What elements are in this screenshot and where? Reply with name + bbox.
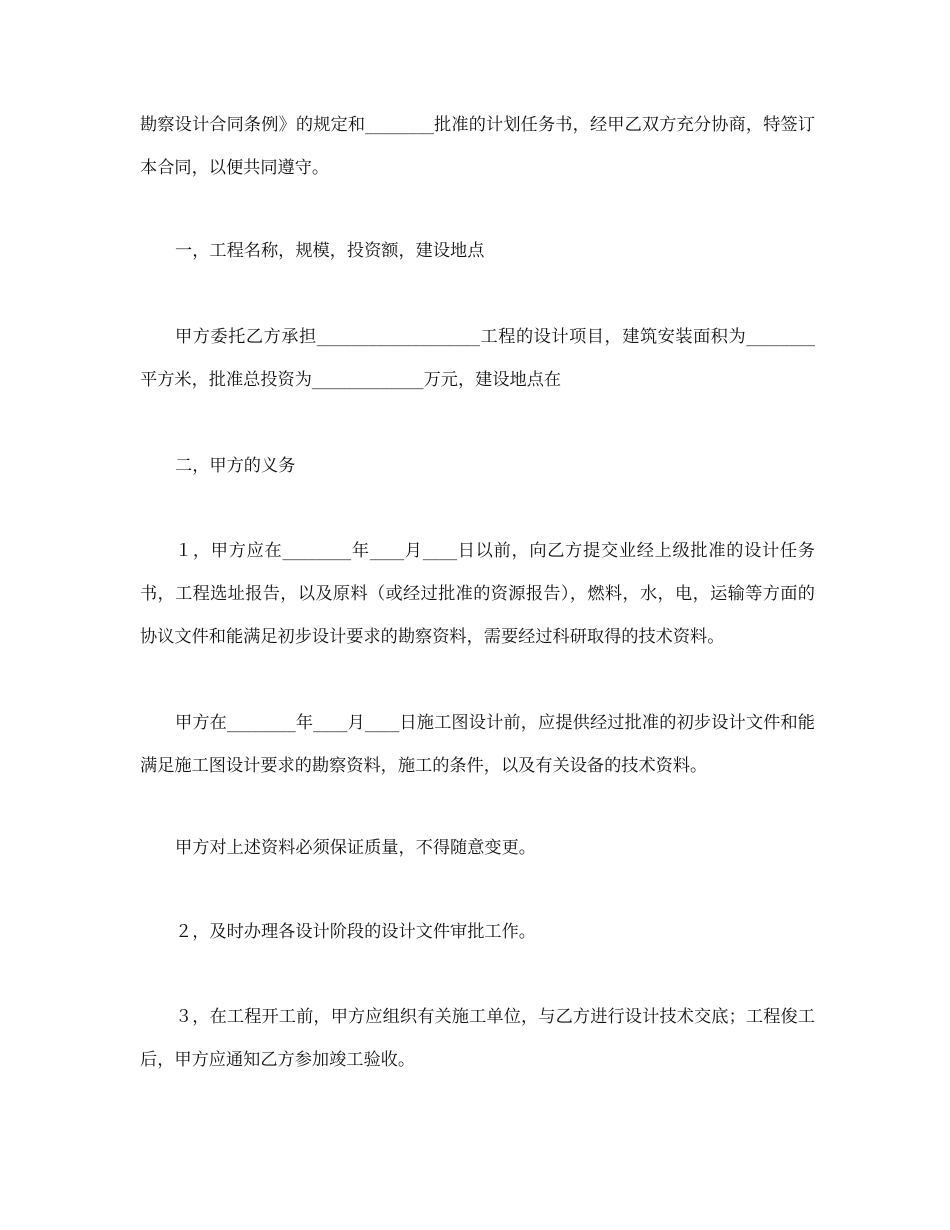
paragraph-obligation-1: １，甲方应在________年____月____日以前，向乙方提交业经上级批准的设计任务书，工程选址报告，以及原料（或经过批准的资源报告），燃料，水，电，运输等方面的协议文件和能满足初步设计要求的勘察资料，需要经过科研取得的技术资料。 [140,541,815,647]
paragraph-construction-drawing: 甲方在________年____月____日施工图设计前，应提供经过批准的初步设计文件和能满足施工图设计要求的勘察资料，施工的条件，以及有关设备的技术资料。 [140,713,815,776]
paragraph-obligation-3: ３，在工程开工前，甲方应组织有关施工单位，与乙方进行设计技术交底；工程俊工后，甲方应通知乙方参加竣工验收。 [140,1007,815,1070]
paragraph-project-info: 甲方委托乙方承担___________________工程的设计项目，建筑安装面积为________平方米，批准总投资为_____________万元，建设地点在 [140,327,815,390]
paragraph-preamble-continuation: 勘察设计合同条例》的规定和________批准的计划任务书，经甲乙双方充分协商，特签订本合同，以便共同遵守。 [140,115,815,178]
paragraph-obligation-2: ２，及时办理各设计阶段的设计文件审批工作。 [175,922,536,942]
heading-section-two: 二，甲方的义务 [175,456,296,476]
heading-section-one: 一，工程名称，规模，投资额，建设地点 [175,241,485,261]
paragraph-quality: 甲方对上述资料必须保证质量，不得随意变更。 [175,838,536,858]
